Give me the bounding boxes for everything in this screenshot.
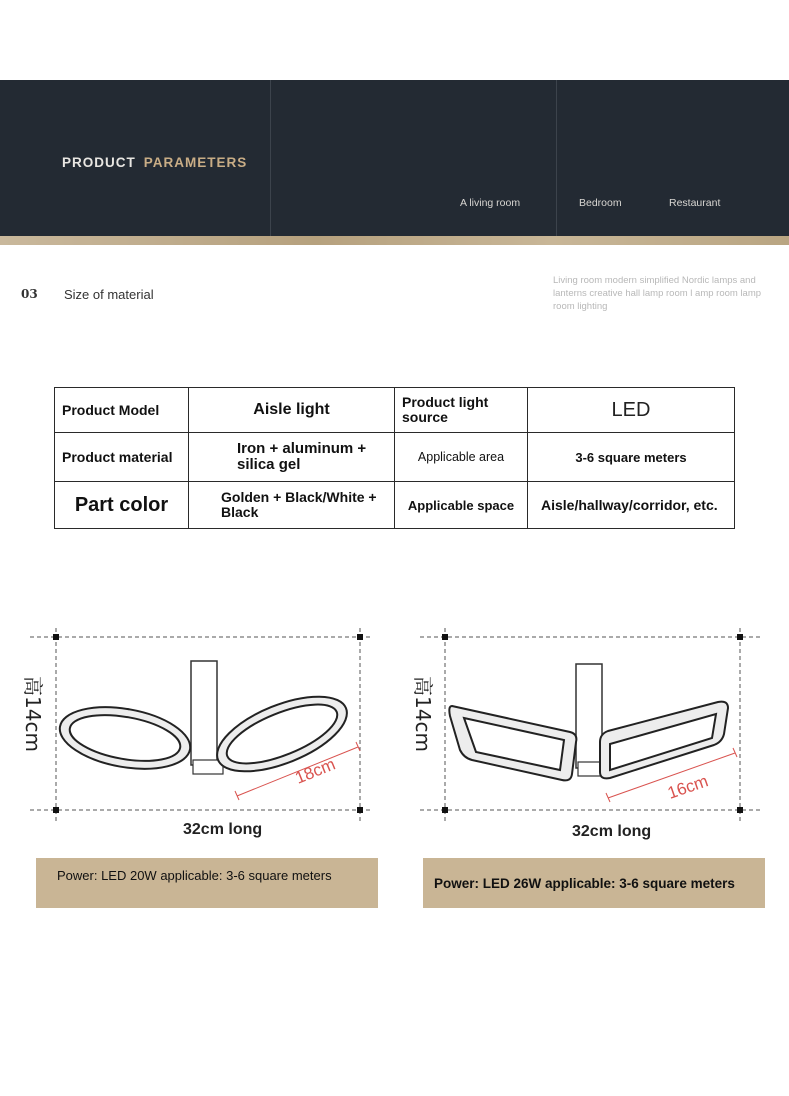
section-description: Living room modern simplified Nordic lamps and lanterns creative hall lamp room l amp room lamp room lighting: [553, 275, 762, 312]
table-cell: Product material: [55, 433, 189, 482]
length-label: 32cm long: [183, 821, 263, 838]
rectangular-lamp-illustration: [449, 664, 728, 780]
power-spec-box: [423, 858, 765, 908]
banner-gold-strip: [0, 236, 789, 245]
table-cell: Product light source: [395, 388, 528, 433]
title-part2: PARAMETERS: [143, 155, 248, 170]
table-cell: Aisle/hallway/corridor, etc.: [528, 482, 735, 529]
table-cell: Aisle light: [189, 388, 395, 433]
lamp-dimension-diagram-rectangular: [392, 610, 782, 850]
arm-length-label: 16cm: [665, 771, 711, 803]
table-cell: Applicable area: [395, 433, 528, 482]
table-row: [55, 433, 735, 482]
lamp-dimension-diagram-round: [0, 610, 390, 850]
power-spec-text: Power: LED 26W applicable: 3-6 square meters: [434, 875, 735, 891]
table-row: [55, 482, 735, 529]
section-number: 03: [21, 287, 38, 301]
table-cell: 3-6 square meters: [528, 433, 735, 482]
height-label: 高14cm: [21, 676, 45, 752]
table-row: [55, 388, 735, 433]
table-cell: Applicable space: [395, 482, 528, 529]
power-spec-text: Power: LED 20W applicable: 3-6 square meters: [57, 868, 332, 883]
page-title: [62, 155, 247, 170]
power-spec-box: [36, 858, 378, 908]
table-cell: Golden + Black/White + Black: [189, 482, 395, 529]
table-cell: Part color: [55, 482, 189, 529]
section-title: Size of material: [64, 287, 154, 302]
height-label: 高14cm: [411, 676, 435, 752]
table-cell: Iron + aluminum + silica gel: [189, 433, 395, 482]
parameters-table: [54, 387, 735, 529]
nav-item-bedroom[interactable]: Bedroom: [579, 197, 622, 209]
length-label: 32cm long: [572, 823, 652, 840]
table-cell: LED: [528, 388, 735, 433]
banner-divider: [270, 80, 271, 236]
banner-divider: [556, 80, 557, 236]
table-cell: Product Model: [55, 388, 189, 433]
nav-item-restaurant[interactable]: Restaurant: [669, 197, 721, 209]
arm-length-label: 18cm: [292, 754, 339, 788]
title-part1: PRODUCT: [62, 155, 136, 170]
nav-item-living-room[interactable]: A living room: [460, 197, 521, 209]
